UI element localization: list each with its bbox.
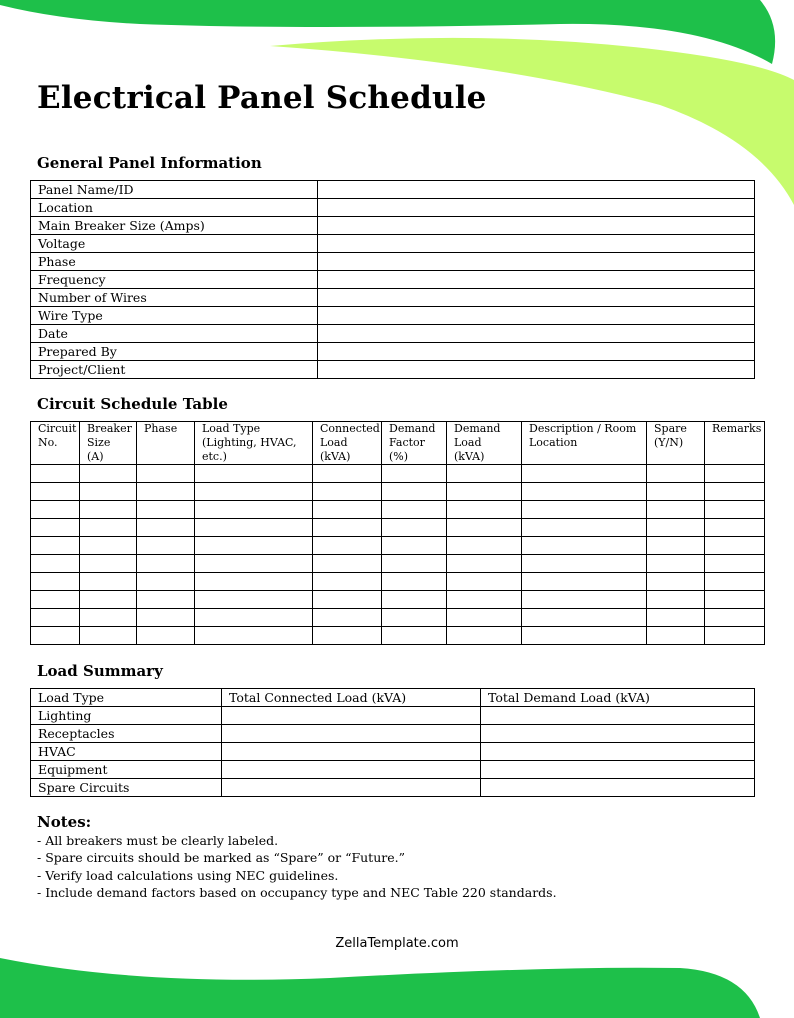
info-label: Location: [31, 199, 318, 217]
info-value-cell[interactable]: [318, 235, 755, 253]
circuit-cell[interactable]: [705, 627, 765, 645]
info-row: [31, 325, 755, 343]
info-value-cell[interactable]: [318, 217, 755, 235]
general-info-table: [30, 180, 755, 379]
info-label: Number of Wires: [31, 289, 318, 307]
circuit-cell[interactable]: [382, 483, 447, 501]
circuit-row: [31, 537, 765, 555]
circuit-cell[interactable]: [447, 573, 522, 591]
page-title: Electrical Panel Schedule: [37, 80, 487, 116]
circuit-cell[interactable]: [313, 465, 382, 483]
circuit-cell[interactable]: [447, 591, 522, 609]
note-item: - Verify load calculations using NEC guidelines.: [37, 867, 339, 883]
notes-list: [37, 832, 557, 901]
circuit-cell[interactable]: [705, 501, 765, 519]
circuit-cell[interactable]: [382, 501, 447, 519]
info-value-cell[interactable]: [318, 361, 755, 379]
circuit-column-header: Breaker Size (A): [80, 422, 137, 465]
circuit-cell[interactable]: [195, 555, 313, 573]
circuit-cell[interactable]: [447, 519, 522, 537]
load-type-label: HVAC: [31, 743, 222, 761]
circuit-cell[interactable]: [647, 465, 705, 483]
circuit-column-header: Spare (Y/N): [647, 422, 705, 465]
circuit-cell[interactable]: [31, 519, 80, 537]
circuit-cell[interactable]: [647, 591, 705, 609]
load-type-label: Lighting: [31, 707, 222, 725]
circuit-column-header: Load Type (Lighting, HVAC, etc.): [195, 422, 313, 465]
connected-load-cell[interactable]: [222, 761, 481, 779]
circuit-cell[interactable]: [647, 555, 705, 573]
circuit-cell[interactable]: [705, 573, 765, 591]
circuit-cell[interactable]: [137, 501, 195, 519]
general-info-heading: General Panel Information: [37, 154, 262, 172]
circuit-cell[interactable]: [705, 591, 765, 609]
info-row: [31, 253, 755, 271]
info-row: [31, 181, 755, 199]
circuit-cell[interactable]: [313, 591, 382, 609]
circuit-cell[interactable]: [31, 465, 80, 483]
circuit-cell[interactable]: [31, 573, 80, 591]
circuit-cell[interactable]: [195, 591, 313, 609]
circuit-cell[interactable]: [313, 519, 382, 537]
info-row: [31, 289, 755, 307]
info-label: Panel Name/ID: [31, 181, 318, 199]
circuit-cell[interactable]: [447, 555, 522, 573]
circuit-cell[interactable]: [313, 483, 382, 501]
circuit-cell[interactable]: [137, 609, 195, 627]
circuit-cell[interactable]: [80, 483, 137, 501]
circuit-column-header: Phase: [137, 422, 195, 465]
load-type-label: Spare Circuits: [31, 779, 222, 797]
circuit-cell[interactable]: [31, 483, 80, 501]
info-label: Phase: [31, 253, 318, 271]
circuit-cell[interactable]: [195, 483, 313, 501]
connected-load-cell[interactable]: [222, 743, 481, 761]
demand-load-cell[interactable]: [481, 707, 755, 725]
circuit-row: [31, 501, 765, 519]
circuit-column-header: Demand Factor (%): [382, 422, 447, 465]
notes-title: Notes:: [37, 813, 92, 831]
circuit-column-header: Demand Load (kVA): [447, 422, 522, 465]
info-row: [31, 361, 755, 379]
circuit-cell[interactable]: [137, 573, 195, 591]
load-row: [31, 761, 755, 779]
circuit-cell[interactable]: [705, 537, 765, 555]
circuit-cell[interactable]: [80, 537, 137, 555]
circuit-cell[interactable]: [80, 501, 137, 519]
circuit-column-header: Remarks: [705, 422, 765, 465]
circuit-row: [31, 609, 765, 627]
connected-load-cell[interactable]: [222, 707, 481, 725]
circuit-schedule-table: [30, 421, 765, 645]
circuit-cell[interactable]: [647, 501, 705, 519]
circuit-cell[interactable]: [705, 555, 765, 573]
circuit-column-header: Description / Room Location: [522, 422, 647, 465]
circuit-cell[interactable]: [313, 609, 382, 627]
info-row: [31, 271, 755, 289]
circuit-column-header: Circuit No.: [31, 422, 80, 465]
circuit-cell[interactable]: [447, 501, 522, 519]
circuit-cell[interactable]: [195, 627, 313, 645]
circuit-row: [31, 465, 765, 483]
circuit-cell[interactable]: [382, 465, 447, 483]
info-row: [31, 217, 755, 235]
circuit-cell[interactable]: [195, 465, 313, 483]
circuit-cell[interactable]: [382, 591, 447, 609]
info-label: Date: [31, 325, 318, 343]
circuit-cell[interactable]: [80, 627, 137, 645]
circuit-cell[interactable]: [137, 483, 195, 501]
circuit-cell[interactable]: [31, 591, 80, 609]
circuit-row: [31, 573, 765, 591]
circuit-cell[interactable]: [447, 483, 522, 501]
circuit-cell[interactable]: [80, 519, 137, 537]
circuit-cell[interactable]: [31, 627, 80, 645]
circuit-cell[interactable]: [195, 519, 313, 537]
load-row: [31, 707, 755, 725]
info-value-cell[interactable]: [318, 181, 755, 199]
footer-site-name: ZellaTemplate.com: [335, 936, 459, 951]
circuit-row: [31, 591, 765, 609]
circuit-row: [31, 555, 765, 573]
circuit-cell[interactable]: [647, 609, 705, 627]
circuit-cell[interactable]: [522, 483, 647, 501]
load-row: [31, 743, 755, 761]
circuit-cell[interactable]: [522, 537, 647, 555]
circuit-cell[interactable]: [195, 573, 313, 591]
demand-load-cell[interactable]: [481, 779, 755, 797]
circuit-cell[interactable]: [382, 573, 447, 591]
circuit-cell[interactable]: [382, 519, 447, 537]
load-row: [31, 779, 755, 797]
circuit-cell[interactable]: [522, 465, 647, 483]
load-row: [31, 725, 755, 743]
circuit-cell[interactable]: [382, 537, 447, 555]
circuit-cell[interactable]: [382, 627, 447, 645]
load-type-label: Equipment: [31, 761, 222, 779]
info-value-cell[interactable]: [318, 253, 755, 271]
circuit-cell[interactable]: [313, 555, 382, 573]
info-value-cell[interactable]: [318, 271, 755, 289]
circuit-cell[interactable]: [522, 519, 647, 537]
circuit-cell[interactable]: [31, 555, 80, 573]
connected-load-cell[interactable]: [222, 779, 481, 797]
circuit-cell[interactable]: [195, 609, 313, 627]
info-row: [31, 343, 755, 361]
circuit-cell[interactable]: [195, 537, 313, 555]
circuit-cell[interactable]: [80, 609, 137, 627]
circuit-cell[interactable]: [705, 609, 765, 627]
circuit-row: [31, 519, 765, 537]
info-label: Project/Client: [31, 361, 318, 379]
load-summary-table: [30, 688, 755, 797]
info-label: Wire Type: [31, 307, 318, 325]
load-column-header: Total Connected Load (kVA): [222, 689, 481, 707]
note-item: - All breakers must be clearly labeled.: [37, 833, 279, 848]
circuit-cell[interactable]: [522, 627, 647, 645]
circuit-column-header: Connected Load (kVA): [313, 422, 382, 465]
circuit-cell[interactable]: [647, 573, 705, 591]
info-label: Prepared By: [31, 343, 318, 361]
info-value-cell[interactable]: [318, 289, 755, 307]
circuit-cell[interactable]: [382, 609, 447, 627]
circuit-cell[interactable]: [80, 573, 137, 591]
circuit-cell[interactable]: [647, 537, 705, 555]
demand-load-cell[interactable]: [481, 761, 755, 779]
info-label: Voltage: [31, 235, 318, 253]
circuit-cell[interactable]: [705, 519, 765, 537]
circuit-cell[interactable]: [137, 627, 195, 645]
info-value-cell[interactable]: [318, 199, 755, 217]
info-row: [31, 307, 755, 325]
circuit-cell[interactable]: [447, 465, 522, 483]
circuit-cell[interactable]: [522, 501, 647, 519]
circuit-cell[interactable]: [137, 465, 195, 483]
circuit-cell[interactable]: [313, 501, 382, 519]
circuit-cell[interactable]: [137, 555, 195, 573]
circuit-row: [31, 483, 765, 501]
circuit-cell[interactable]: [137, 537, 195, 555]
circuit-cell[interactable]: [31, 537, 80, 555]
info-label: Frequency: [31, 271, 318, 289]
circuit-cell[interactable]: [447, 537, 522, 555]
circuit-cell[interactable]: [382, 555, 447, 573]
circuit-cell[interactable]: [447, 627, 522, 645]
circuit-schedule-heading: Circuit Schedule Table: [37, 395, 228, 413]
info-row: [31, 199, 755, 217]
bottom-dark-wave: [0, 958, 760, 1018]
info-label: Main Breaker Size (Amps): [31, 217, 318, 235]
circuit-cell[interactable]: [31, 609, 80, 627]
info-value-cell[interactable]: [318, 325, 755, 343]
circuit-cell[interactable]: [31, 501, 80, 519]
circuit-cell[interactable]: [647, 483, 705, 501]
load-summary-heading: Load Summary: [37, 662, 163, 680]
circuit-cell[interactable]: [80, 591, 137, 609]
circuit-cell[interactable]: [195, 501, 313, 519]
info-value-cell[interactable]: [318, 343, 755, 361]
connected-load-cell[interactable]: [222, 725, 481, 743]
note-item: - Include demand factors based on occupancy type and NEC Table 220 standards.: [37, 884, 557, 900]
circuit-cell[interactable]: [522, 573, 647, 591]
circuit-row: [31, 627, 765, 645]
circuit-cell[interactable]: [313, 537, 382, 555]
circuit-cell[interactable]: [522, 591, 647, 609]
circuit-cell[interactable]: [137, 591, 195, 609]
circuit-cell[interactable]: [705, 483, 765, 501]
load-column-header: Total Demand Load (kVA): [481, 689, 755, 707]
demand-load-cell[interactable]: [481, 725, 755, 743]
load-column-header: Load Type: [31, 689, 222, 707]
demand-load-cell[interactable]: [481, 743, 755, 761]
circuit-cell[interactable]: [447, 609, 522, 627]
circuit-cell[interactable]: [80, 555, 137, 573]
circuit-cell[interactable]: [80, 465, 137, 483]
circuit-cell[interactable]: [313, 627, 382, 645]
circuit-cell[interactable]: [647, 519, 705, 537]
circuit-cell[interactable]: [137, 519, 195, 537]
circuit-cell[interactable]: [522, 555, 647, 573]
info-row: [31, 235, 755, 253]
circuit-cell[interactable]: [647, 627, 705, 645]
info-value-cell[interactable]: [318, 307, 755, 325]
circuit-cell[interactable]: [522, 609, 647, 627]
circuit-cell[interactable]: [705, 465, 765, 483]
note-item: - Spare circuits should be marked as “Spare” or “Future.”: [37, 850, 405, 866]
load-type-label: Receptacles: [31, 725, 222, 743]
circuit-cell[interactable]: [313, 573, 382, 591]
